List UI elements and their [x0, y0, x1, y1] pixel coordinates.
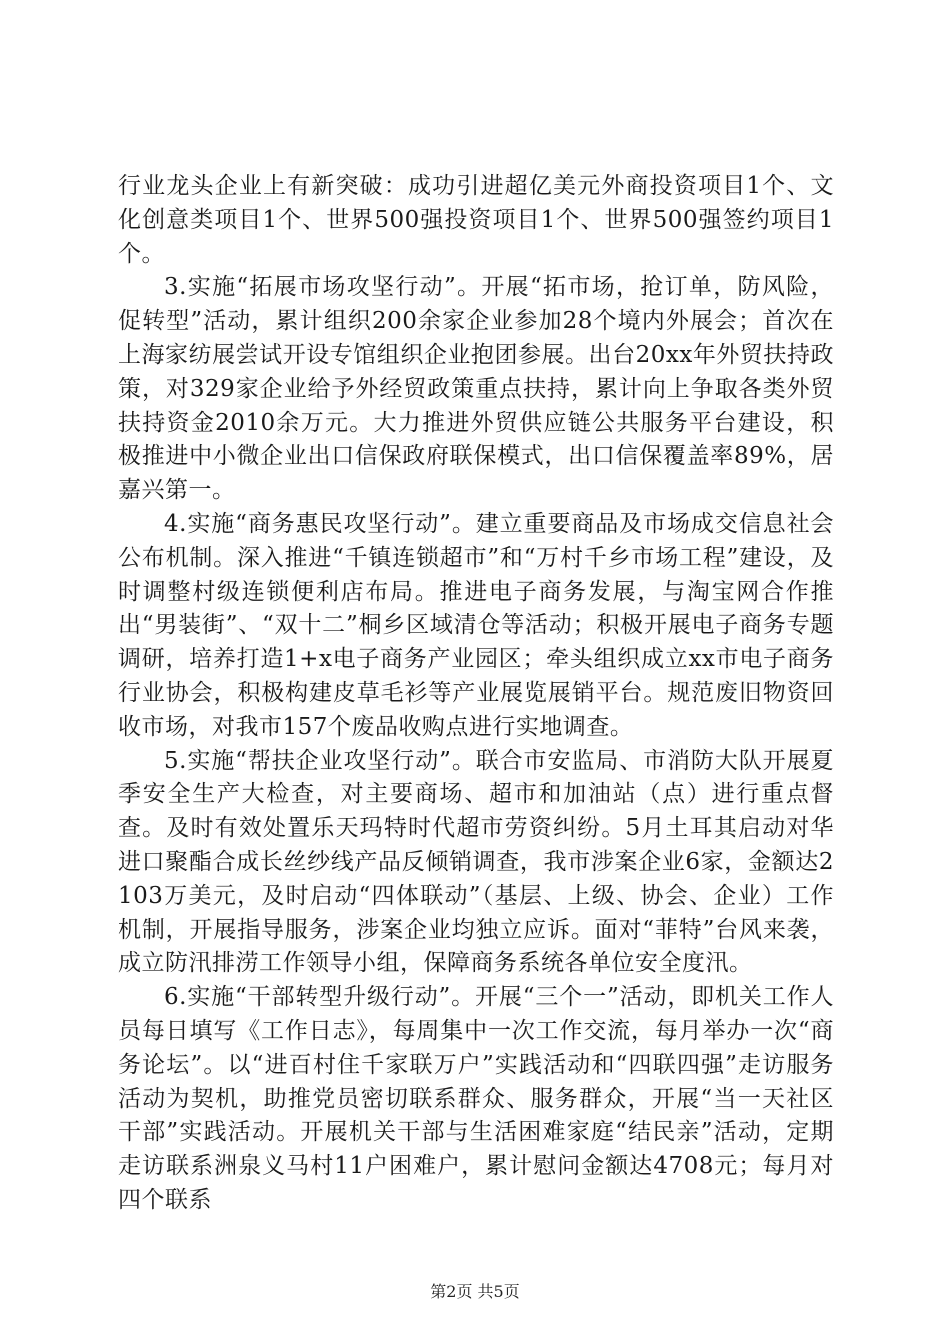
paragraph-cadre-upgrade: 6.实施“干部转型升级行动”。开展“三个一”活动，即机关工作人员每日填写《工作日志》，每周集中一次工作交流，每月举办一次“商务论坛”。以“进百村住千家联万户”实践活动和“四联四强”走访服务活动为契机，助推党员密切联系群众、服务群众，开展“当一天社区干部”实践活动。开展机关干部与生活困难家庭“结民亲”活动，定期走访联系洲泉义马村11户困难户，累计慰问金额达4708元；每月对四个联系 — [118, 984, 834, 1213]
document-body — [118, 170, 834, 1218]
paragraph-market-expansion: 3.实施“拓展市场攻坚行动”。开展“拓市场，抢订单，防风险，促转型”活动，累计组织200余家企业参加28个境内外展会；首次在上海家纺展尝试开设专馆组织企业抱团参展。出台20xx年外贸扶持政策，对329家企业给予外经贸政策重点扶持，累计向上争取各类外贸扶持资金2010余万元。大力推进外贸供应链公共服务平台建设，积极推进中小微企业出口信保政府联保模式，出口信保覆盖率89%，居嘉兴第一。 — [118, 274, 834, 504]
paragraph-commerce-benefit: 4.实施“商务惠民攻坚行动”。建立重要商品及市场成交信息社会公布机制。深入推进“千镇连锁超市”和“万村千乡市场工程”建设，及时调整村级连锁便利店布局。推进电子商务发展，与淘宝网合作推出“男装街”、“双十二”桐乡区域清仓等活动；积极开展电子商务专题调研，培养打造1+x电子商务产业园区；牵头组织成立xx市电子商务行业协会，积极构建皮草毛衫等产业展览展销平台。规范废旧物资回收市场，对我市157个废品收购点进行实地调查。 — [118, 510, 834, 740]
page-number-footer: 第2页 共5页 — [430, 1282, 520, 1301]
paragraph-enterprise-support: 5.实施“帮扶企业攻坚行动”。联合市安监局、市消防大队开展夏季安全生产大检查，对主要商场、超市和加油站（点）进行重点督查。及时有效处置乐天玛特时代超市劳资纠纷。5月土耳其启动对华进口聚酯合成长丝纱线产品反倾销调查，我市涉案企业6家，金额达2103万美元，及时启动“四体联动”（基层、上级、协会、企业）工作机制，开展指导服务，涉案企业均独立应诉。面对“菲特”台风来袭，成立防汛排涝工作领导小组，保障商务系统各单位安全度汛。 — [118, 747, 834, 977]
paragraph-continuation: 行业龙头企业上有新突破：成功引进超亿美元外商投资项目1个、文化创意类项目1个、世界500强投资项目1个、世界500强签约项目1个。 — [118, 173, 834, 267]
